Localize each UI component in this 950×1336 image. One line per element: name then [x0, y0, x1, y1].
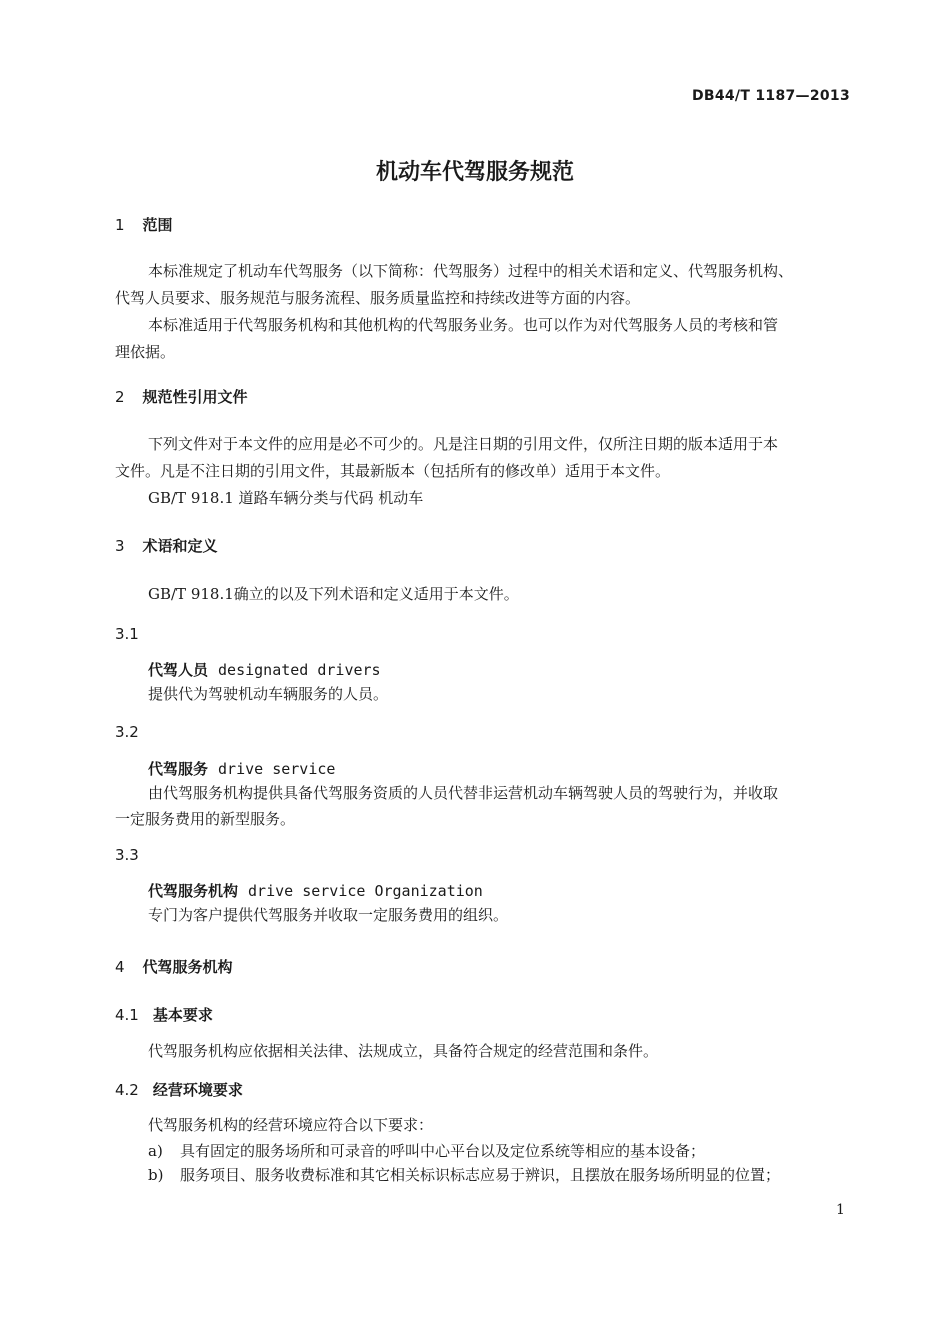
- term-3-3-definition: 专门为客户提供代驾服务并收取一定服务费用的组织。: [148, 906, 509, 924]
- term-3-2-definition-line2: 一定服务费用的新型服务。: [115, 810, 296, 828]
- s2-p1-line2: 文件。凡是不注日期的引用文件，其最新版本（包括所有的修改单）适用于本文件。: [115, 462, 671, 480]
- s42-intro: 代驾服务机构的经营环境应符合以下要求：: [148, 1116, 434, 1134]
- section-4-1-heading: 4.1 基本要求: [115, 1006, 213, 1024]
- term-3-1-definition: 提供代为驾驶机动车辆服务的人员。: [148, 685, 389, 703]
- s2-p1-line1: 下列文件对于本文件的应用是必不可少的。凡是注日期的引用文件，仅所注日期的版本适用于本: [148, 435, 779, 453]
- term-3-2-definition-line1: 由代驾服务机构提供具备代驾服务资质的人员代替非运营机动车辆驾驶人员的驾驶行为，并收取: [148, 784, 779, 802]
- term-3-2-name: 代驾服务 drive service: [148, 760, 336, 778]
- section-2-heading: 2 规范性引用文件: [115, 388, 248, 406]
- page-number: 1: [836, 1202, 845, 1218]
- s2-reference: GB/T 918.1 道路车辆分类与代码 机动车: [148, 489, 424, 507]
- term-3-3-number: 3.3: [115, 846, 139, 864]
- section-3-heading: 3 术语和定义: [115, 537, 218, 555]
- term-3-1-number: 3.1: [115, 625, 139, 643]
- s3-intro: GB/T 918.1确立的以及下列术语和定义适用于本文件。: [148, 585, 519, 603]
- standard-code: DB44/T 1187—2013: [691, 88, 850, 104]
- term-3-3-name: 代驾服务机构 drive service Organization: [148, 882, 483, 900]
- term-3-2-number: 3.2: [115, 723, 139, 741]
- section-4-2-heading: 4.2 经营环境要求: [115, 1081, 243, 1099]
- s1-p1-line2: 代驾人员要求、服务规范与服务流程、服务质量监控和持续改进等方面的内容。: [115, 289, 641, 307]
- section-1-heading: 1 范围: [115, 216, 173, 234]
- s1-p2-line1: 本标准适用于代驾服务机构和其他机构的代驾服务业务。也可以作为对代驾服务人员的考核和管: [148, 316, 779, 334]
- term-3-1-name: 代驾人员 designated drivers: [148, 661, 381, 679]
- section-4-heading: 4 代驾服务机构: [115, 958, 233, 976]
- document-title: 机动车代驾服务规范: [375, 160, 574, 185]
- list-item: b) 服务项目、服务收费标准和其它相关标识标志应易于辨识，且摆放在服务场所明显的位置；: [148, 1166, 781, 1184]
- list-item: a) 具有固定的服务场所和可录音的呼叫中心平台以及定位系统等相应的基本设备；: [148, 1142, 706, 1160]
- s1-p1-line1: 本标准规定了机动车代驾服务（以下简称：代驾服务）过程中的相关术语和定义、代驾服务机构、: [148, 262, 794, 280]
- s1-p2-line2: 理依据。: [115, 343, 176, 361]
- s41-text: 代驾服务机构应依据相关法律、法规成立，具备符合规定的经营范围和条件。: [148, 1042, 659, 1060]
